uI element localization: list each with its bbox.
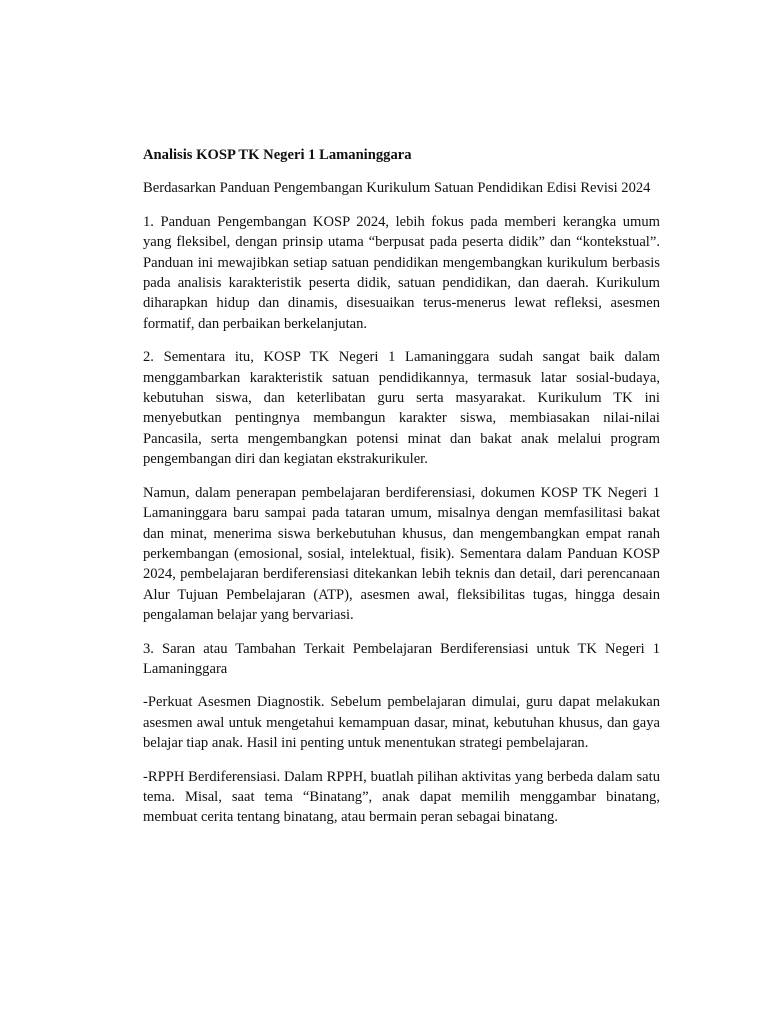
paragraph-differentiation: Namun, dalam penerapan pembelajaran berdiferensiasi, dokumen KOSP TK Negeri 1 Lamaninggara baru sampai pada tataran umum, misalnya dengan memfasilitasi bakat dan minat, menerima siswa berkebutuhan khusus, dan mengembangkan empat ranah perkembangan (emosional, sosial, intelektual, fisik). Sementara dalam Panduan KOSP 2024, pembelajaran berdiferensiasi ditekankan lebih teknis dan detail, dari perencanaan Alur Tujuan Pembelajaran (ATP), asesmen awal, fleksibilitas tugas, hingga desain pengalaman belajar yang bervariasi. [143, 484, 660, 624]
paragraph-rpph: -RPPH Berdiferensiasi. Dalam RPPH, buatlah pilihan aktivitas yang berbeda dalam satu tema. Misal, saat tema “Binatang”, anak dapat memilih menggambar binatang, membuat cerita tentang binatang, atau bermain peran sebagai binatang. [143, 768, 660, 826]
paragraph-subtitle: Berdasarkan Panduan Pengembangan Kurikulum Satuan Pendidikan Edisi Revisi 2024 [143, 180, 651, 197]
paragraph-point-1: 1. Panduan Pengembangan KOSP 2024, lebih fokus pada memberi kerangka umum yang fleksibel, dengan prinsip utama “berpusat pada peserta didik” dan “kontekstual”. Panduan ini mewajibkan setiap satuan pendidikan mengembangkan kurikulum berbasis pada analisis karakteristik peserta didik, satuan pendidikan, dan daerah. Kurikulum diharapkan hidup dan dinamis, disesuaikan terus-menerus lewat refleksi, asesmen formatif, dan perbaikan berkelanjutan. [143, 213, 660, 332]
paragraph-diagnostic-assessment: -Perkuat Asesmen Diagnostik. Sebelum pembelajaran dimulai, guru dapat melakukan asesmen awal untuk mengetahui kemampuan dasar, minat, kebutuhan khusus, dan gaya belajar tiap anak. Hasil ini penting untuk menentukan strategi pembelajaran. [143, 694, 660, 752]
document-title: Analisis KOSP TK Negeri 1 Lamaninggara [143, 147, 412, 163]
paragraph-point-3-heading: 3. Saran atau Tambahan Terkait Pembelajaran Berdiferensiasi untuk TK Negeri 1 Lamaninggara [143, 640, 660, 677]
document-body [143, 145, 660, 841]
paragraph-point-2: 2. Sementara itu, KOSP TK Negeri 1 Lamaninggara sudah sangat baik dalam menggambarkan karakteristik satuan pendidikannya, termasuk latar sosial-budaya, kebutuhan siswa, dan keterlibatan guru serta masyarakat. Kurikulum TK ini menyebutkan pentingnya membangun karakter siswa, membiasakan nilai-nilai Pancasila, serta mengembangkan potensi minat dan bakat anak melalui program pengembangan diri dan kegiatan ekstrakurikuler. [143, 349, 660, 468]
